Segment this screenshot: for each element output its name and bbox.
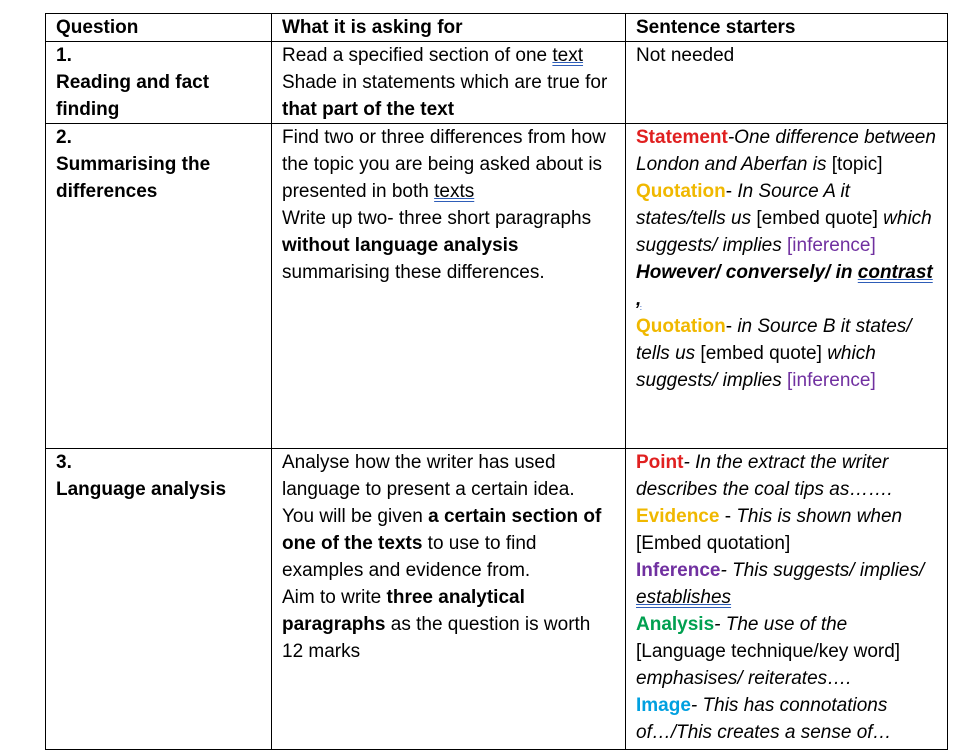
starter-text: - In the extract the writer describes the coal tips as……. [636,452,893,500]
starter-text: Not needed [636,45,735,66]
starter-inference: [inference] [787,235,876,256]
asking-cell [272,42,626,124]
asking-cell [272,449,626,750]
asking-text: Aim to write [282,587,387,608]
asking-text: Read a specified section of one [282,45,553,66]
question-title: Reading and fact finding [56,72,210,120]
starter-text: -One difference between London and Aberfan is [636,127,936,175]
starter-text: which suggests/ implies [636,208,932,256]
asking-line [282,503,615,584]
starter-text: - [719,506,737,527]
asking-emphasis: three analytical paragraphs [282,587,525,635]
starter-text-flagged: establishes [636,587,732,608]
starter-text: [embed quote] [756,208,884,229]
asking-emphasis: without language analysis [282,235,519,256]
question-title: Language analysis [56,479,227,500]
starter-label-analysis: Analysis [636,614,715,635]
starter-text: [embed quote] [700,343,828,364]
starter-line [636,449,937,503]
asking-text: Write up two- three short paragraphs [282,208,592,229]
starter-text: [Language technique/key word] [636,641,901,662]
question-number: 3. [56,452,72,473]
asking-emphasis: that part of the text [282,99,455,120]
asking-text: to use to find examples and evidence from. [282,533,537,581]
starter-inference: [inference] [787,370,876,391]
starter-line [636,313,937,394]
starter-line [636,178,937,259]
starters-cell [626,449,948,750]
asking-text: as the question is worth 12 marks [282,614,591,662]
starter-text: - [725,316,738,337]
starter-line [636,259,937,313]
starter-text: This is shown when [736,506,903,527]
asking-line [282,584,615,665]
question-number: 2. [56,127,72,148]
table-row [46,124,948,449]
header-row [46,14,948,42]
starter-line [636,692,937,746]
starter-text: [topic] [831,154,883,175]
starter-label-statement: Statement [636,127,728,148]
asking-line [282,42,615,69]
starter-label-evidence: Evidence [636,506,720,527]
question-number: 1. [56,45,72,66]
starter-line [636,611,937,692]
starter-text: - The use of the [714,614,848,635]
question-guide-table [45,13,948,750]
asking-line: Analyse how the writer has used language to present a certain idea. [282,452,575,500]
asking-text-flagged: texts [434,181,475,202]
question-cell [46,42,272,124]
starter-text: - [725,181,738,202]
starters-cell [626,124,948,449]
asking-line [282,69,615,123]
starter-text: in Source B it states/ tells us [636,316,912,364]
starters-cell [626,42,948,124]
asking-cell [272,124,626,449]
table-row [46,42,948,124]
starter-text: which suggests/ implies [636,343,876,391]
asking-text: You will be given [282,506,429,527]
starter-label-image: Image [636,695,691,716]
starter-connective: However/ conversely/ in [636,262,858,283]
starter-line [636,503,937,557]
asking-emphasis: a certain section of one of the texts [282,506,602,554]
starter-text: - This suggests/ implies/ [720,560,925,581]
table-row [46,449,948,750]
asking-line [282,205,615,286]
asking-text: Shade in statements which are true for [282,72,608,93]
starter-text: emphasises/ reiterates…. [636,668,852,689]
header-starters: Sentence starters [626,14,948,42]
asking-text: summarising these differences. [282,262,545,283]
asking-text-flagged: text [552,45,584,66]
starter-label-quotation: Quotation [636,316,726,337]
question-title: Summarising the differences [56,154,211,202]
question-cell [46,124,272,449]
starter-text: [Embed quotation] [636,533,791,554]
starter-text: - This has connotations of…/This creates a sense of… [636,695,892,743]
starter-connective-flagged: contrast , [636,262,933,310]
asking-line [282,124,615,205]
starter-label-point: Point [636,452,684,473]
starter-line [636,124,937,178]
starter-text: In Source A it states/tells us [636,181,850,229]
starter-label-inference: Inference [636,560,721,581]
asking-text: Find two or three differences from how the topic you are being asked about is presented in both [282,127,606,202]
starter-label-quotation: Quotation [636,181,726,202]
starter-line [636,557,937,611]
header-question: Question [46,14,272,42]
header-asking: What it is asking for [272,14,626,42]
question-cell [46,449,272,750]
